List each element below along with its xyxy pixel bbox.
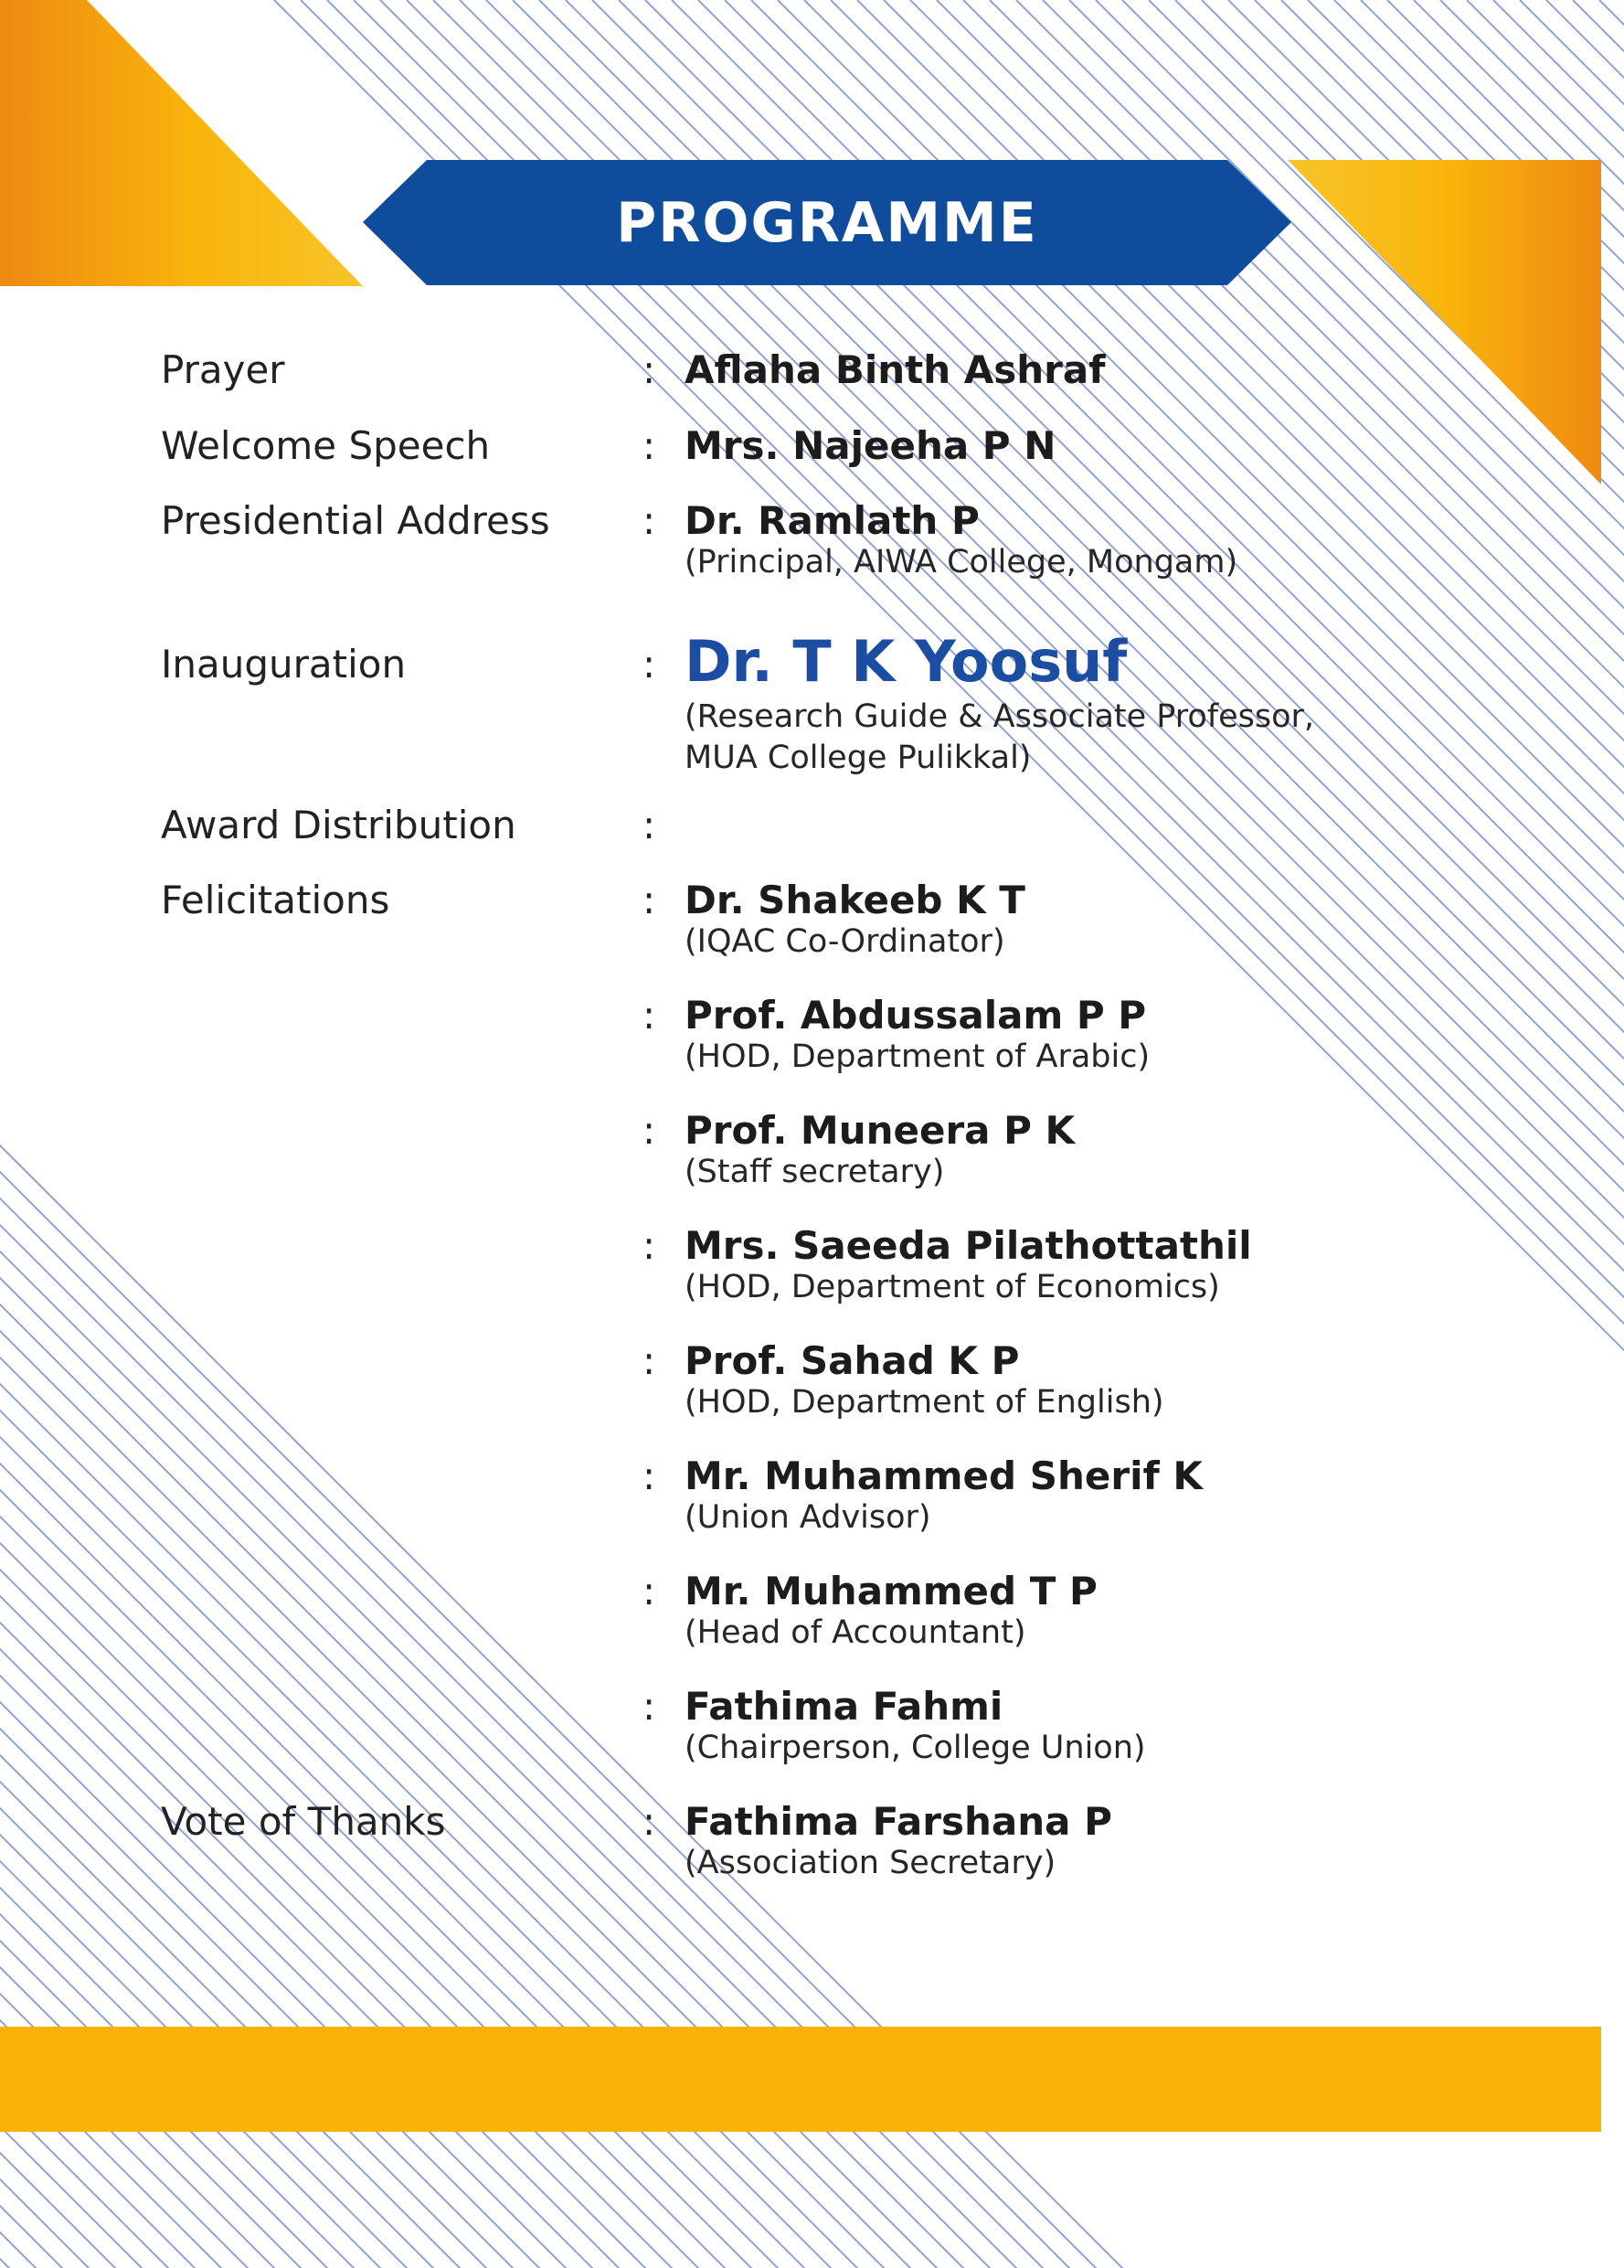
person-name: Dr. Shakeeb K T bbox=[685, 878, 1025, 922]
person-designation: (HOD, Department of English) bbox=[685, 1384, 1164, 1421]
separator-colon: : bbox=[642, 1338, 656, 1383]
separator-colon: : bbox=[642, 993, 656, 1038]
separator-colon: : bbox=[642, 1684, 656, 1729]
person-designation: MUA College Pulikkal) bbox=[685, 740, 1032, 776]
person-name: Mr. Muhammed T P bbox=[685, 1569, 1098, 1613]
person-designation: (Research Guide & Associate Professor, bbox=[685, 698, 1315, 735]
programme-item-label: Felicitations bbox=[161, 878, 390, 922]
orange-triangle-top-left bbox=[0, 0, 363, 286]
person-name: Mrs. Najeeha P N bbox=[685, 423, 1056, 468]
person-name: Prof. Sahad K P bbox=[685, 1338, 1020, 1383]
person-designation: (Association Secretary) bbox=[685, 1845, 1056, 1881]
person-name: Aflaha Binth Ashraf bbox=[685, 347, 1106, 392]
separator-colon: : bbox=[642, 878, 656, 922]
separator-colon: : bbox=[642, 498, 656, 543]
person-name: Fathima Fahmi bbox=[685, 1684, 1003, 1729]
person-designation: (Chairperson, College Union) bbox=[685, 1730, 1146, 1766]
orange-triangle-top-right bbox=[1288, 160, 1601, 484]
chief-guest-name: Dr. T K Yoosuf bbox=[685, 628, 1128, 695]
person-designation: (HOD, Department of Arabic) bbox=[685, 1038, 1151, 1075]
person-name: Mrs. Saeeda Pilathottathil bbox=[685, 1223, 1252, 1268]
person-designation: (IQAC Co-Ordinator) bbox=[685, 923, 1005, 960]
programme-item-label: Inauguration bbox=[161, 642, 407, 687]
person-designation: (Union Advisor) bbox=[685, 1499, 931, 1536]
programme-item-label: Welcome Speech bbox=[161, 423, 491, 468]
separator-colon: : bbox=[642, 642, 656, 687]
separator-colon: : bbox=[642, 1108, 656, 1153]
programme-item-label: Prayer bbox=[161, 347, 285, 392]
person-designation: (Principal, AIWA College, Mongam) bbox=[685, 544, 1238, 580]
page-title: PROGRAMME bbox=[616, 190, 1038, 255]
programme-item-label: Presidential Address bbox=[161, 498, 550, 543]
separator-colon: : bbox=[642, 1453, 656, 1498]
person-name: Dr. Ramlath P bbox=[685, 498, 980, 543]
person-designation: (HOD, Department of Economics) bbox=[685, 1269, 1220, 1305]
separator-colon: : bbox=[642, 1569, 656, 1613]
person-designation: (Staff secretary) bbox=[685, 1154, 945, 1190]
person-name: Prof. Muneera P K bbox=[685, 1108, 1076, 1153]
programme-item-label: Award Distribution bbox=[161, 803, 516, 847]
person-name: Prof. Abdussalam P P bbox=[685, 993, 1147, 1038]
person-designation: (Head of Accountant) bbox=[685, 1614, 1026, 1651]
person-name: Mr. Muhammed Sherif K bbox=[685, 1453, 1203, 1498]
separator-colon: : bbox=[642, 1799, 656, 1844]
separator-colon: : bbox=[642, 347, 656, 392]
separator-colon: : bbox=[642, 423, 656, 468]
yellow-footer-bar bbox=[0, 2027, 1601, 2132]
separator-colon: : bbox=[642, 1223, 656, 1268]
person-name: Fathima Farshana P bbox=[685, 1799, 1112, 1844]
separator-colon: : bbox=[642, 803, 656, 847]
programme-item-label: Vote of Thanks bbox=[161, 1799, 446, 1844]
